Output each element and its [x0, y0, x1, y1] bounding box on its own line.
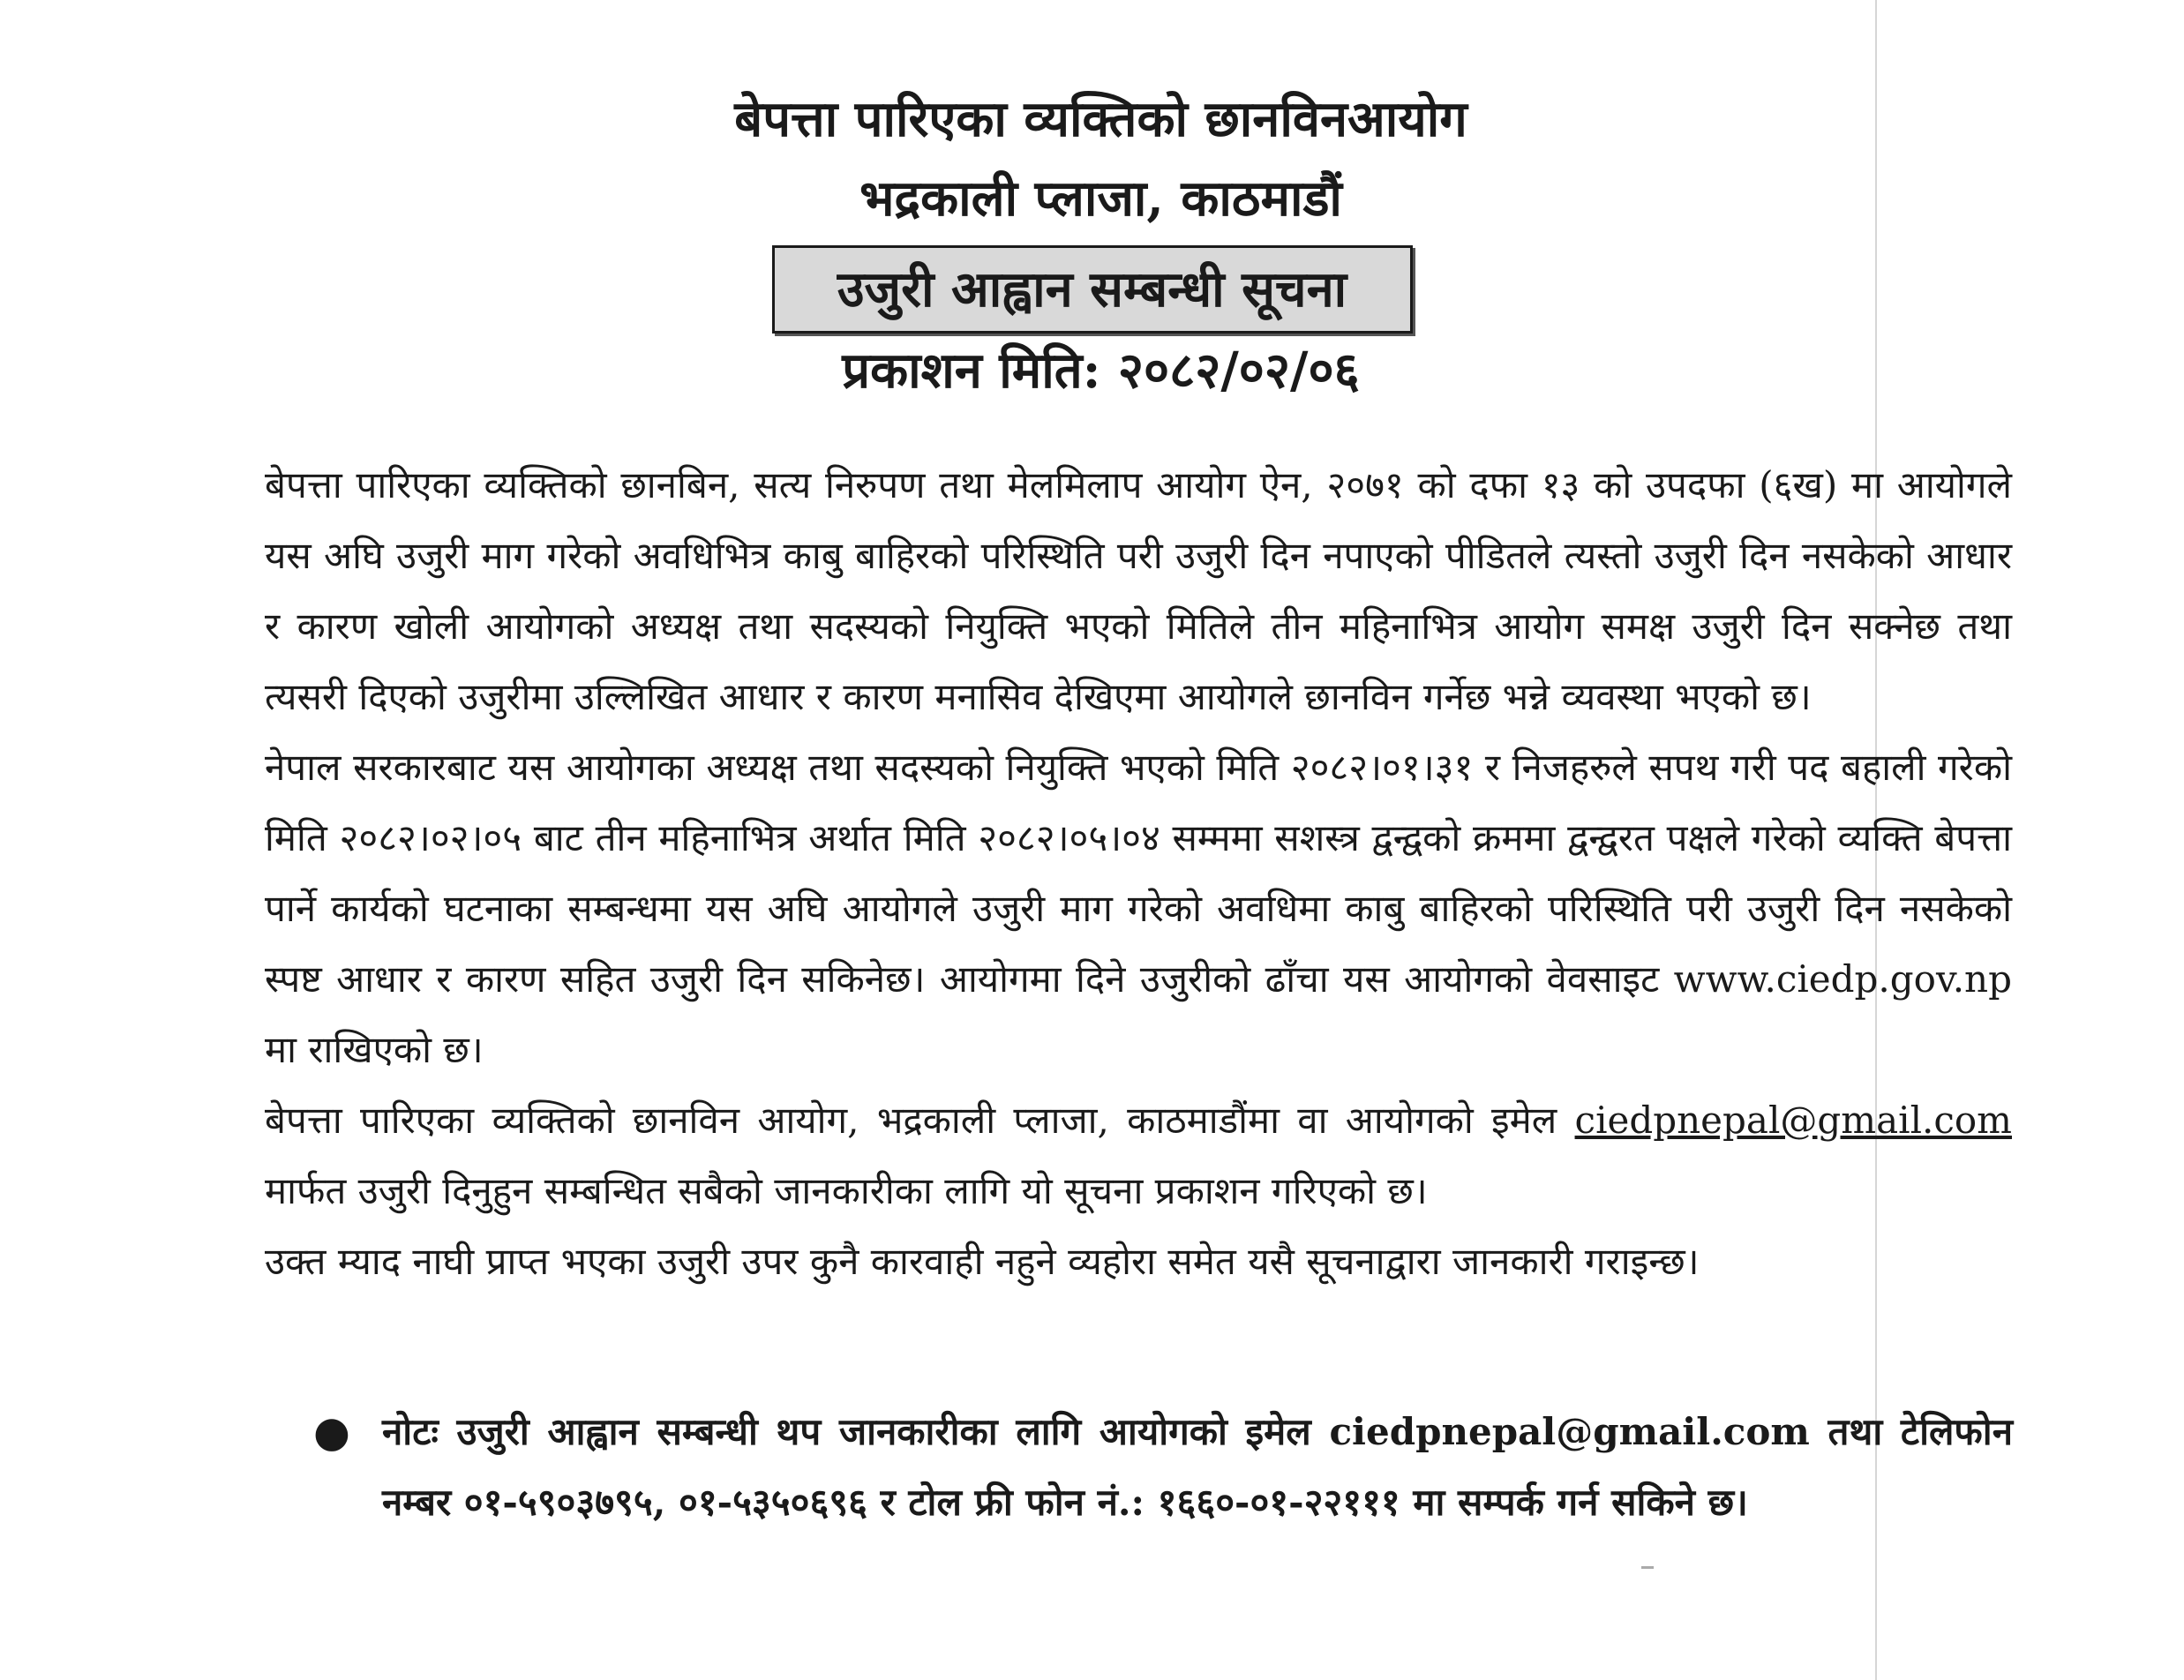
notice-header	[0, 79, 2184, 408]
paragraph-late-complaints: उक्त म्याद नाघी प्राप्त भएका उजुरी उपर कुनै कारवाही नहुने व्यहोरा समेत यसै सूचनाद्वारा जानकारी गराइन्छ।	[265, 1240, 1700, 1283]
organization-name: बेपत्ता पारिएका व्यक्तिको छानविनआयोग	[734, 90, 1467, 148]
commission-email-link[interactable]: ciedpnepal@gmail.com	[1574, 1099, 2012, 1142]
organization-address: भद्रकाली प्लाजा, काठमाडौं	[859, 169, 1342, 228]
bullet-icon: ●	[313, 1407, 350, 1457]
paragraph-legal-provision: बेपत्ता पारिएका व्यक्तिको छानबिन, सत्य निरुपण तथा मेलमिलाप आयोग ऐन, २०७१ को दफा १३ को उपदफा (६ख) मा आयोगले यस अघि उजुरी माग गरेको अवधिभित्र काबु बाहिरको परिस्थिति परी उजुरी दिन नपाएको पीडितले त्यस्तो उजुरी दिन नसकेको आधार र कारण खोली आयोगको अध्यक्ष तथा सदस्यको नियुक्ति भएको मितिले तीन महिनाभित्र आयोग समक्ष उजुरी दिन सक्नेछ तथा त्यसरी दिएको उजुरीमा उल्लिखित आधार र कारण मनासिव देखिएमा आयोगले छानविन गर्नेछ भन्ने व्यवस्था भएको छ।	[265, 463, 2012, 718]
submission-text-before-email: बेपत्ता पारिएका व्यक्तिको छानविन आयोग, भद्रकाली प्लाजा, काठमाडौंमा वा आयोगको इमेल	[265, 1099, 1557, 1142]
notice-title-box	[772, 245, 1413, 334]
notice-title: उजुरी आह्वान सम्बन्धी सूचना	[837, 260, 1347, 319]
submission-text-after-email: मार्फत उजुरी दिनुहुन सम्बन्धित सबैको जानकारीका लागि यो सूचना प्रकाशन गरिएको छ।	[265, 1169, 1428, 1212]
notice-body	[265, 450, 2012, 1297]
note-text: नोटः उजुरी आह्वान सम्बन्धी थप जानकारीका लागि आयोगको इमेल ciedpnepal@gmail.com तथा टेलिफोन नम्बर ०१-५९०३७९५, ०१-५३५०६९६ र टोल फ्री फोन नं.: १६६०-०१-२२१११ मा सम्पर्क गर्न सकिने छ।	[382, 1410, 2013, 1524]
paragraph-complaint-deadline: नेपाल सरकारबाट यस आयोगका अध्यक्ष तथा सदस्यको नियुक्ति भएको मिति २०८२।०१।३१ र निजहरुले सपथ गरी पद बहाली गरेको मिति २०८२।०२।०५ बाट तीन महिनाभित्र अर्थात मिति २०८२।०५।०४ सम्ममा सशस्त्र द्वन्द्वको क्रममा द्वन्द्वरत पक्षले गरेको व्यक्ति बेपत्ता पार्ने कार्यको घटनाका सम्बन्धमा यस अघि आयोगले उजुरी माग गरेको अवधिमा काबु बाहिरको परिस्थिति परी उजुरी दिन नसकेको स्पष्ट आधार र कारण सहित उजुरी दिन सकिनेछ। आयोगमा दिने उजुरीको ढाँचा यस आयोगको वेवसाइट www.ciedp.gov.np मा राखिएको छ।	[265, 746, 2012, 1071]
publication-date: प्रकाशन मिति: २०८२/०२/०६	[842, 341, 1360, 400]
scan-speck	[1641, 1566, 1654, 1569]
paragraph-submission	[265, 1085, 2012, 1226]
